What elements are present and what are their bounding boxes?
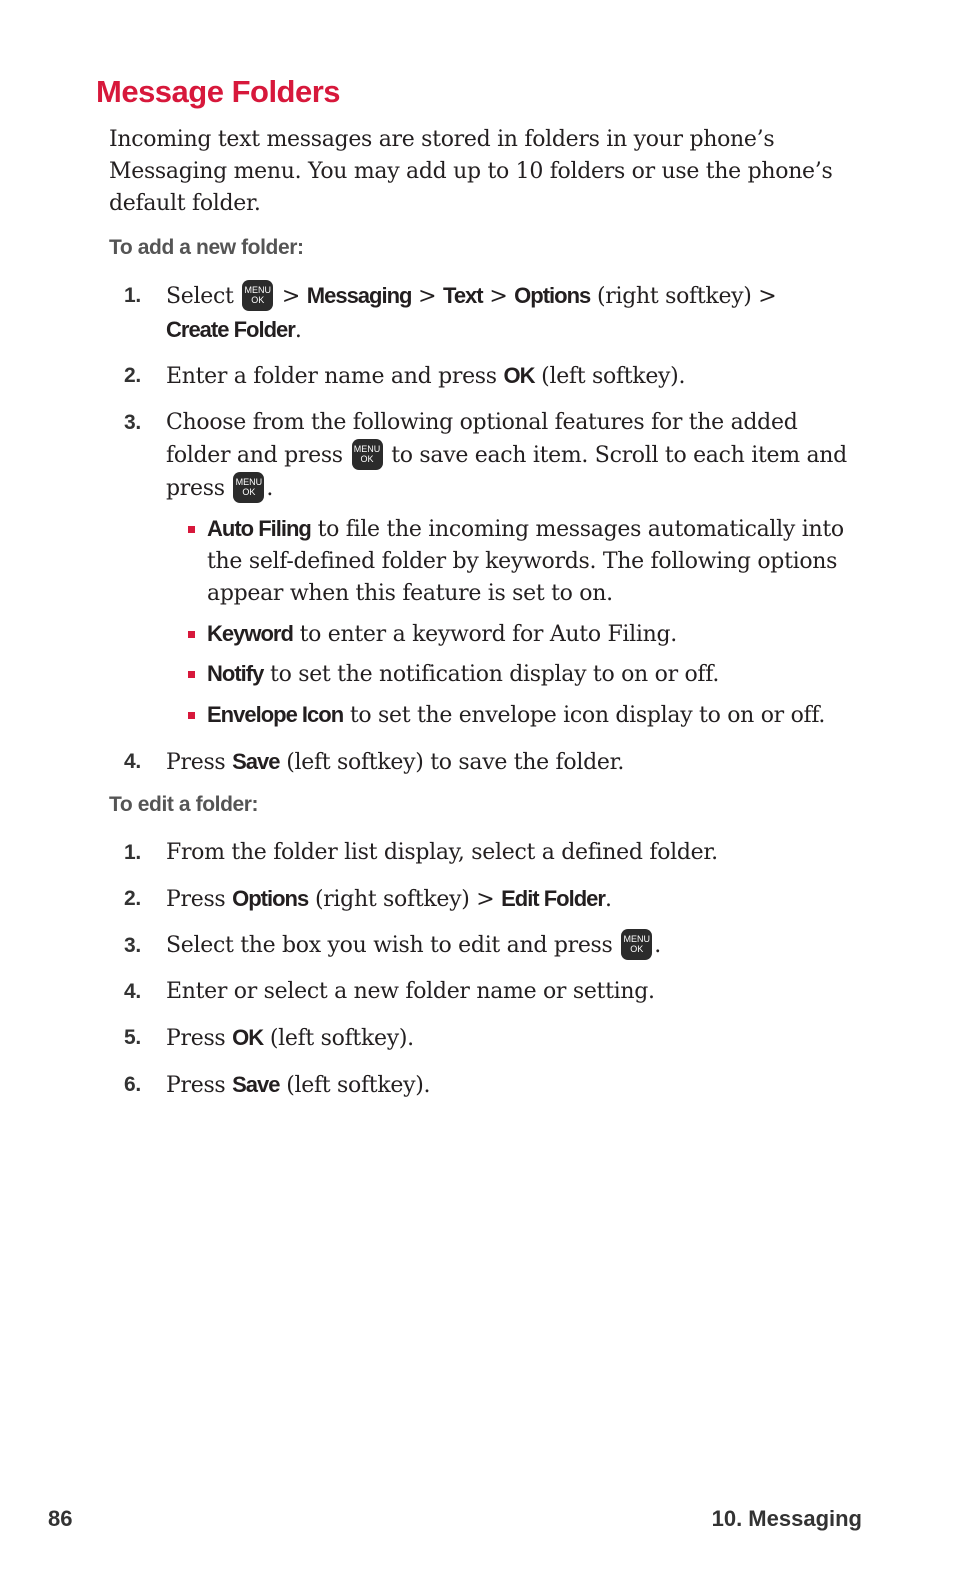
- step-number: 1.: [124, 284, 141, 307]
- menu-term-messaging: Messaging: [306, 283, 412, 308]
- menu-ok-key-icon: MENU OK: [233, 472, 264, 503]
- step-number: 2.: [124, 364, 141, 387]
- step-text: Press OK (left softkey).: [166, 1025, 414, 1051]
- feature-term: Keyword: [207, 621, 293, 646]
- feature-term: Notify: [207, 661, 264, 686]
- feature-term: Envelope Icon: [207, 702, 344, 727]
- step-number: 4.: [124, 750, 141, 773]
- softkey-options: Options: [514, 283, 591, 308]
- softkey-options: Options: [232, 886, 309, 911]
- step-text: Press Options (right softkey) > Edit Folder.: [166, 886, 612, 912]
- page-number: 86: [48, 1506, 73, 1531]
- bullet-square-icon: [188, 526, 195, 533]
- add-folder-heading: To add a new folder:: [109, 236, 304, 259]
- step-text: From the folder list display, select a defined folder.: [166, 840, 718, 865]
- softkey-ok: OK: [503, 363, 535, 388]
- feature-term: Auto Filing: [207, 516, 311, 541]
- softkey-ok: OK: [232, 1025, 264, 1050]
- edit-folder-heading: To edit a folder:: [109, 793, 259, 816]
- step-number: 4.: [124, 980, 141, 1003]
- step-number: 1.: [124, 841, 141, 864]
- step-number: 3.: [124, 934, 141, 957]
- menu-term-text: Text: [443, 283, 483, 308]
- section-label: 10. Messaging: [711, 1506, 862, 1531]
- bullet-square-icon: [188, 671, 195, 678]
- step-text: Select MENU OK > Messaging > Text > Options (right softkey) > Create Folder.: [166, 279, 856, 347]
- step-text: Choose from the following optional features for the added folder and press MENU OK to save each item. Scroll to each item and press MENU OK .: [166, 410, 847, 501]
- step-number: 6.: [124, 1073, 141, 1096]
- step-text: Press Save (left softkey).: [166, 1072, 431, 1098]
- step-text: Enter or select a new folder name or setting.: [166, 979, 655, 1004]
- page-title: Message Folders: [96, 74, 341, 109]
- menu-ok-key-icon: MENU OK: [352, 439, 383, 470]
- intro-paragraph: Incoming text messages are stored in folders in your phone’s Messaging menu. You may add up to 10 folders or use the phone’s default folder.: [109, 127, 833, 216]
- step-number: 5.: [124, 1026, 141, 1049]
- bullet-square-icon: [188, 712, 195, 719]
- menu-ok-key-icon: MENU OK: [621, 929, 652, 960]
- softkey-save: Save: [232, 1072, 280, 1097]
- menu-term-create-folder: Create Folder: [166, 317, 295, 342]
- step-number: 2.: [124, 887, 141, 910]
- step-text: Enter a folder name and press OK (left softkey).: [166, 363, 686, 389]
- softkey-save: Save: [232, 749, 280, 774]
- step-number: 3.: [124, 411, 141, 434]
- menu-term-edit-folder: Edit Folder: [501, 886, 605, 911]
- menu-ok-key-icon: MENU OK: [242, 280, 273, 311]
- bullet-square-icon: [188, 631, 195, 638]
- step-text: Press Save (left softkey) to save the folder.: [166, 749, 625, 775]
- step-text: Select the box you wish to edit and press MENU OK .: [166, 929, 856, 962]
